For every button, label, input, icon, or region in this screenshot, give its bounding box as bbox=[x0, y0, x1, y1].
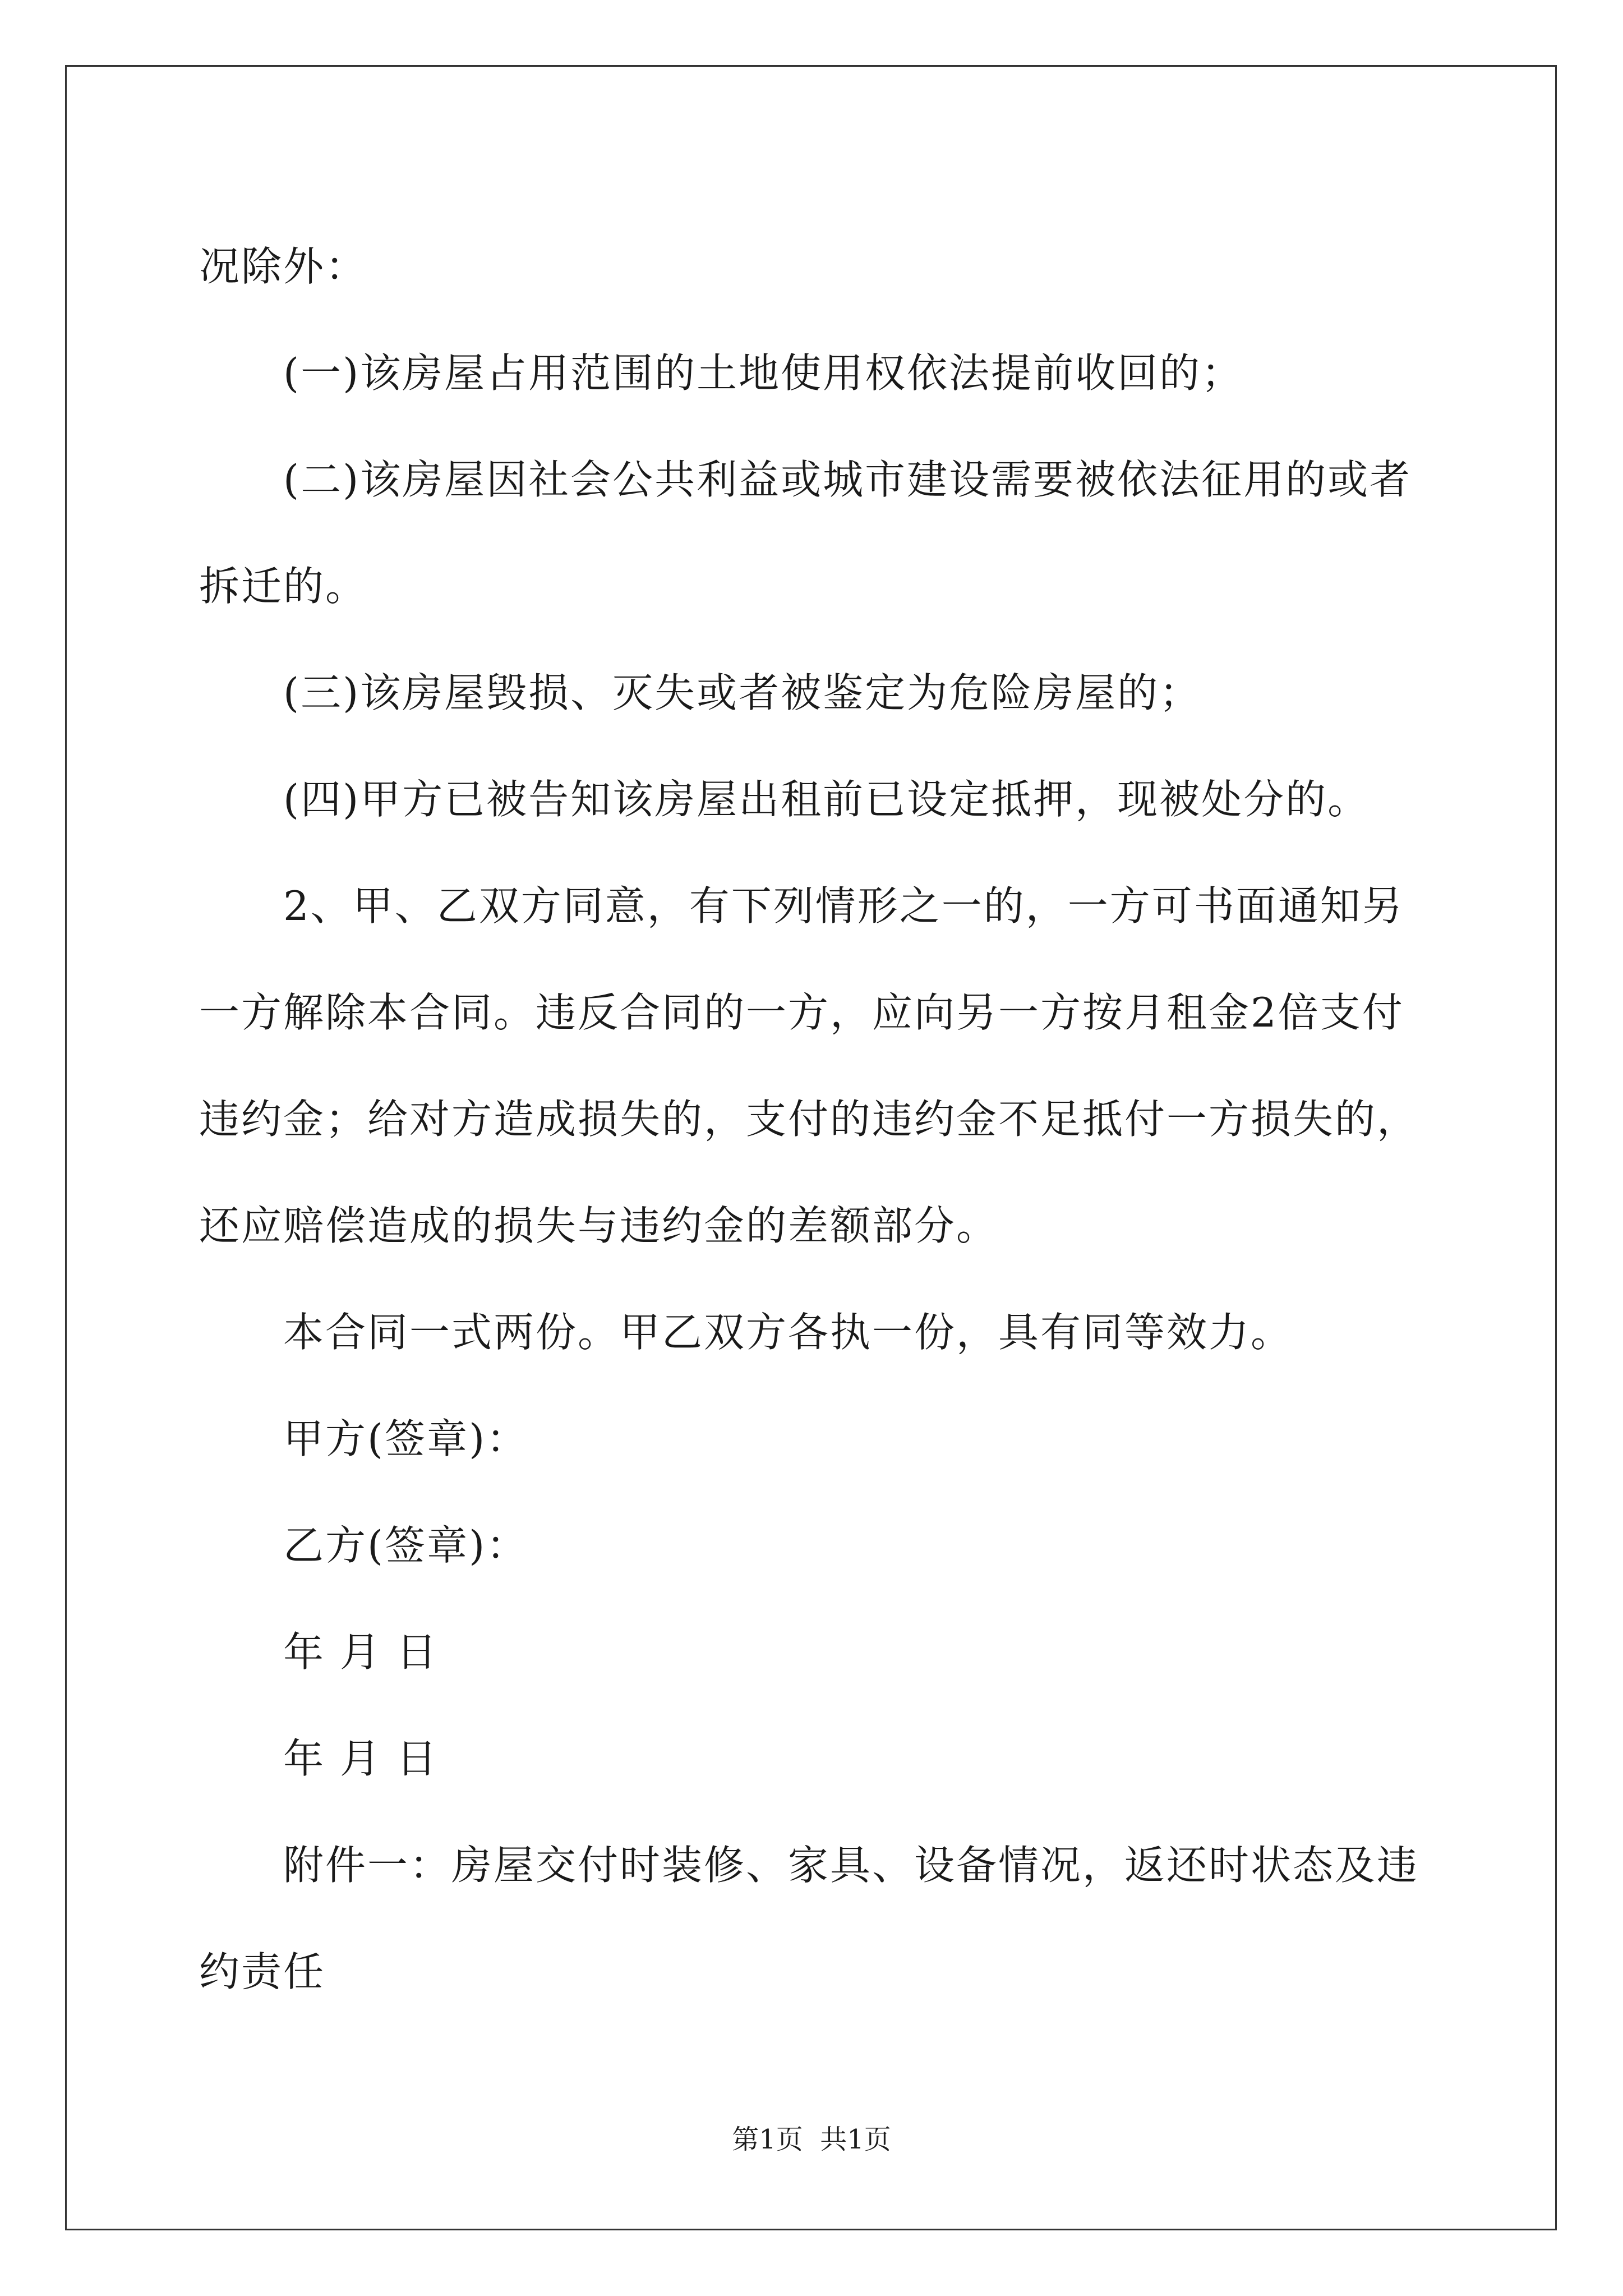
page-number-footer: 第1页 共1页 bbox=[732, 2124, 891, 2155]
clause-item-1: (一)该房屋占用范围的土地使用权依法提前收回的； bbox=[283, 349, 1244, 397]
termination-clause: 2、甲、乙双方同意，有下列情形之一的，一方可书面通知另一方解除本合同。违反合同的一方，应向另一方按月租金2倍支付违约金；给对方造成损失的，支付的违约金不足抵付一方损失的，还应赔偿造成的损失与违约金的差额部分。 bbox=[199, 882, 1419, 1249]
clause-item-4: (四)甲方已被告知该房屋出租前已设定抵押，现被处分的。 bbox=[283, 776, 1370, 823]
date-line-b: 年 月 日 bbox=[283, 1735, 439, 1782]
clause-item-3: (三)该房屋毁损、灭失或者被鉴定为危险房屋的； bbox=[283, 669, 1202, 716]
date-line-a: 年 月 日 bbox=[283, 1628, 439, 1676]
copies-clause: 本合同一式两份。甲乙双方各执一份，具有同等效力。 bbox=[283, 1309, 1293, 1356]
clause-item-2: (二)该房屋因社会公共利益或城市建设需要被依法征用的或者拆迁的。 bbox=[199, 456, 1412, 610]
party-b-signature: 乙方(签章)： bbox=[283, 1522, 529, 1569]
paragraph-continuation: 况除外： bbox=[199, 243, 368, 290]
document-body bbox=[199, 213, 1427, 2025]
party-a-signature: 甲方(签章)： bbox=[283, 1415, 529, 1462]
attachment-heading: 附件一：房屋交付时装修、家具、设备情况，返还时状态及违约责任 bbox=[199, 1842, 1419, 1995]
